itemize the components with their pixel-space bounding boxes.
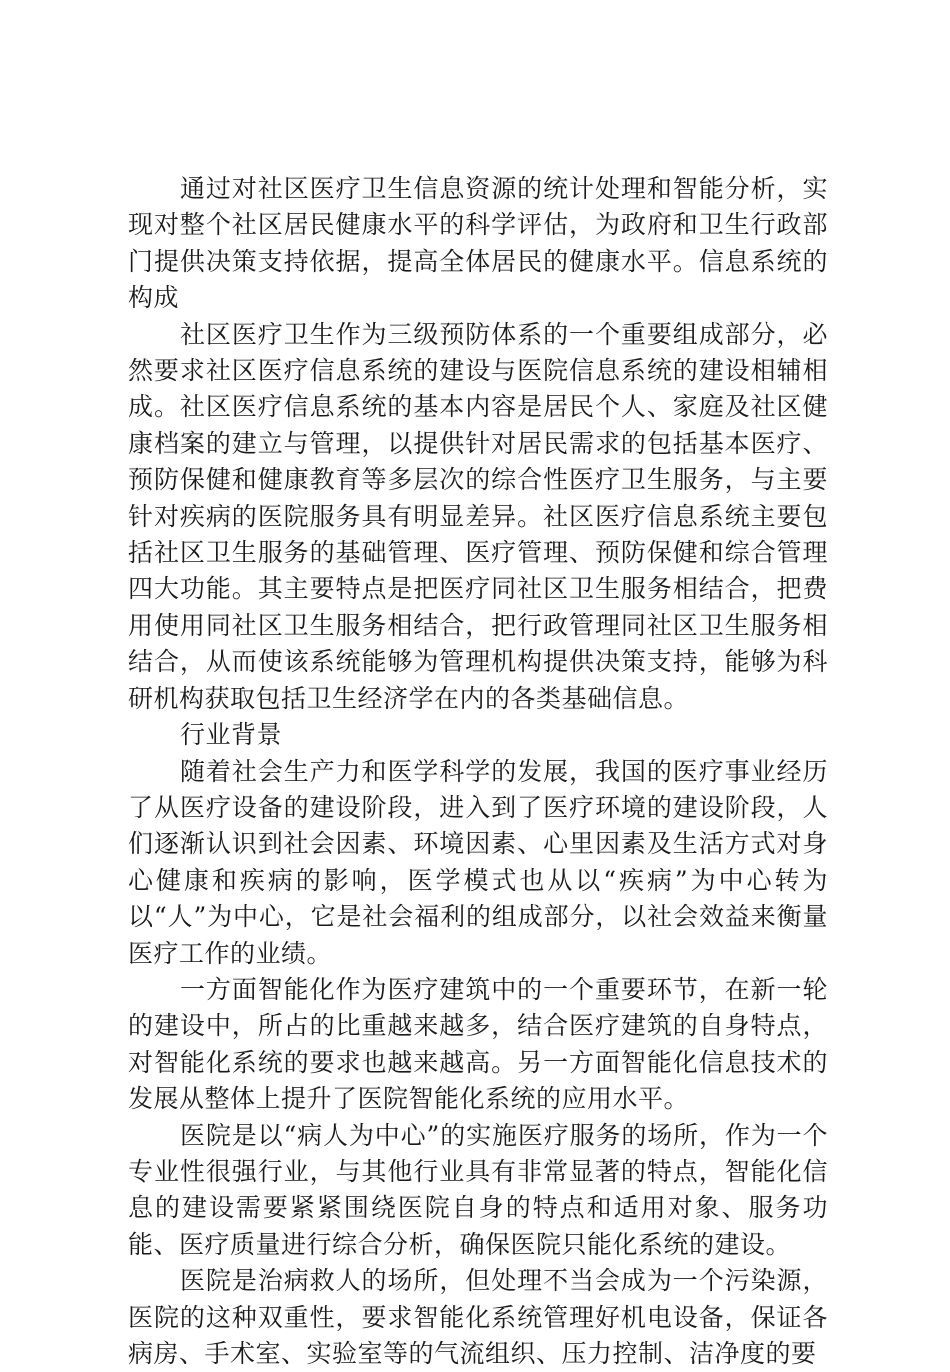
paragraph-hospital-dual-nature: 医院是治病救人的场所，但处理不当会成为一个污染源，医院的这种双重性，要求智能化系统管理好机电设备，保证各病房、手术室、实验室等的气流组织、压力控制、洁净度的要 bbox=[128, 1266, 828, 1368]
paragraph-community-medical-system: 社区医疗卫生作为三级预防体系的一个重要组成部分，必然要求社区医疗信息系统的建设与医院信息系统的建设相辅相成。社区医疗信息系统的基本内容是居民个人、家庭及社区健康档案的建立与管理，以提供针对居民需求的包括基本医疗、预防保健和健康教育等多层次的综合性医疗卫生服务，与主要针对疾病的医院服务具有明显差异。社区医疗信息系统主要包括社区卫生服务的基础管理、医疗管理、预防保健和综合管理四大功能。其主要特点是把医疗同社区卫生服务相结合，把费用使用同社区卫生服务相结合，把行政管理同社区卫生服务相结合，从而使该系统能够为管理机构提供决策支持，能够为科研机构获取包括卫生经济学在内的各类基础信息。 bbox=[128, 319, 828, 713]
paragraph-patient-centered: 医院是以“病人为中心”的实施医疗服务的场所，作为一个专业性很强行业，与其他行业具有非常显著的特点，智能化信息的建设需要紧紧围绕医院自身的特点和适用对象、服务功能、医疗质量进行综合分析，确保医院只能化系统的建设。 bbox=[128, 1120, 828, 1259]
document-page bbox=[128, 171, 828, 1372]
paragraph-intelligent-building: 一方面智能化作为医疗建筑中的一个重要环节，在新一轮的建设中，所占的比重越来越多，结合医疗建筑的自身特点，对智能化系统的要求也越来越高。另一方面智能化信息技术的发展从整体上提升了医院智能化系统的应用水平。 bbox=[128, 974, 828, 1114]
paragraph-community-info-analysis: 通过对社区医疗卫生信息资源的统计处理和智能分析，实现对整个社区居民健康水平的科学评估，为政府和卫生行政部门提供决策支持依据，提高全体居民的健康水平。信息系统的构成 bbox=[128, 174, 828, 313]
section-heading-industry-background: 行业背景 bbox=[180, 720, 283, 750]
paragraph-medical-development: 随着社会生产力和医学科学的发展，我国的医疗事业经历了从医疗设备的建设阶段，进入到了医疗环境的建设阶段，人们逐渐认识到社会因素、环境因素、心里因素及生活方式对身心健康和疾病的影响，医学模式也从以“疾病”为中心转为以“人”为中心，它是社会福利的组成部分，以社会效益来衡量医疗工作的业绩。 bbox=[128, 756, 828, 968]
